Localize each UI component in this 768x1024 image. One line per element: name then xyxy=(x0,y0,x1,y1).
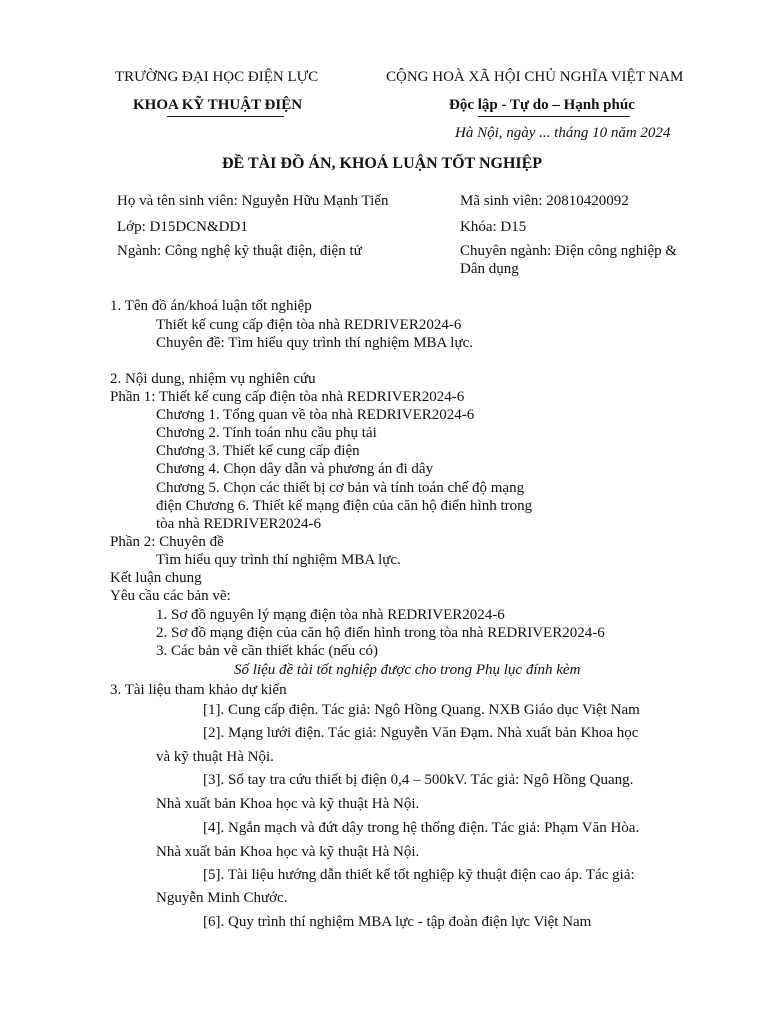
student-major: Ngành: Công nghệ kỹ thuật điện, điện tử xyxy=(117,243,362,259)
drawing-3: 3. Các bản vẽ cần thiết khác (nếu có) xyxy=(156,643,378,659)
part-1-heading: Phần 1: Thiết kế cung cấp điện tòa nhà REDRIVER2024-6 xyxy=(110,389,465,405)
reference-3-line-2: Nhà xuất bản Khoa học và kỹ thuật Hà Nội. xyxy=(156,796,420,812)
reference-2-line-2: và kỹ thuật Hà Nội. xyxy=(156,749,274,765)
reference-4-line-1: [4]. Ngắn mạch và đứt dây trong hệ thống điện. Tác giả: Phạm Văn Hòa. xyxy=(203,820,640,836)
document-title: ĐỀ TÀI ĐỒ ÁN, KHOÁ LUẬN TỐT NGHIỆP xyxy=(222,155,543,172)
motto-underline xyxy=(478,116,630,117)
drawings-heading: Yêu cầu các bản vẽ: xyxy=(110,588,231,604)
university-name: TRƯỜNG ĐẠI HỌC ĐIỆN LỰC xyxy=(115,69,319,85)
chapter-2: Chương 2. Tính toán nhu cầu phụ tải xyxy=(156,425,377,441)
chapter-5-line-2: điện Chương 6. Thiết kế mạng điện của căn hộ điển hình trong xyxy=(156,498,533,514)
student-course: Khóa: D15 xyxy=(460,219,527,235)
chapter-5-line-1: Chương 5. Chọn các thiết bị cơ bản và tính toán chế độ mạng xyxy=(156,480,525,496)
national-motto: Độc lập - Tự do – Hạnh phúc xyxy=(449,97,635,113)
thesis-title: Thiết kế cung cấp điện tòa nhà REDRIVER2024-6 xyxy=(156,317,462,333)
reference-4-line-2: Nhà xuất bản Khoa học và kỹ thuật Hà Nội. xyxy=(156,844,420,860)
thesis-topic: Chuyên đề: Tìm hiểu quy trình thí nghiệm MBA lực. xyxy=(156,335,473,351)
reference-2-line-1: [2]. Mạng lưới điện. Tác giả: Nguyễn Văn Đạm. Nhà xuất bản Khoa học xyxy=(203,725,639,741)
faculty-name: KHOA KỸ THUẬT ĐIỆN xyxy=(133,97,303,113)
reference-6: [6]. Quy trình thí nghiệm MBA lực - tập đoàn điện lực Việt Nam xyxy=(203,914,592,930)
student-id: Mã sinh viên: 20810420092 xyxy=(460,193,629,209)
section-3-heading: 3. Tài liệu tham khảo dự kiến xyxy=(110,682,287,698)
faculty-underline xyxy=(167,116,284,117)
reference-3-line-1: [3]. Sổ tay tra cứu thiết bị điện 0,4 – 500kV. Tác giả: Ngô Hồng Quang. xyxy=(203,772,634,788)
reference-5-line-2: Nguyễn Minh Chước. xyxy=(156,890,288,906)
part-2-heading: Phần 2: Chuyên đề xyxy=(110,534,224,550)
section-1-heading: 1. Tên đồ án/khoá luận tốt nghiệp xyxy=(110,298,312,314)
drawing-1: 1. Sơ đồ nguyên lý mạng điện tòa nhà REDRIVER2024-6 xyxy=(156,607,505,623)
student-name: Họ và tên sinh viên: Nguyễn Hữu Mạnh Tiến xyxy=(117,193,389,209)
appendix-note: Số liệu đề tài tốt nghiệp được cho trong Phụ lục đính kèm xyxy=(234,662,581,678)
country-name: CỘNG HOÀ XÃ HỘI CHỦ NGHĨA VIỆT NAM xyxy=(386,69,684,85)
student-specialization: Chuyên ngành: Điện công nghiệp & xyxy=(460,243,678,259)
reference-5-line-1: [5]. Tài liệu hướng dẫn thiết kế tốt nghiệp kỹ thuật điện cao áp. Tác giả: xyxy=(203,867,635,883)
student-class: Lớp: D15DCN&DD1 xyxy=(117,219,248,235)
student-specialization-cont: Dân dụng xyxy=(460,261,519,277)
section-2-heading: 2. Nội dung, nhiệm vụ nghiên cứu xyxy=(110,371,316,387)
reference-1: [1]. Cung cấp điện. Tác giả: Ngô Hồng Quang. NXB Giáo dục Việt Nam xyxy=(203,702,640,718)
chapter-5-line-3: tòa nhà REDRIVER2024-6 xyxy=(156,516,321,532)
general-conclusion: Kết luận chung xyxy=(110,570,202,586)
chapter-3: Chương 3. Thiết kế cung cấp điện xyxy=(156,443,360,459)
date-place: Hà Nội, ngày ... tháng 10 năm 2024 xyxy=(455,125,671,141)
chapter-4: Chương 4. Chọn dây dẫn và phương án đi dây xyxy=(156,461,434,477)
drawing-2: 2. Sơ đồ mạng điện của căn hộ điển hình trong tòa nhà REDRIVER2024-6 xyxy=(156,625,605,641)
chapter-1: Chương 1. Tổng quan về tòa nhà REDRIVER2024-6 xyxy=(156,407,475,423)
part-2-item: Tìm hiểu quy trình thí nghiệm MBA lực. xyxy=(156,552,401,568)
